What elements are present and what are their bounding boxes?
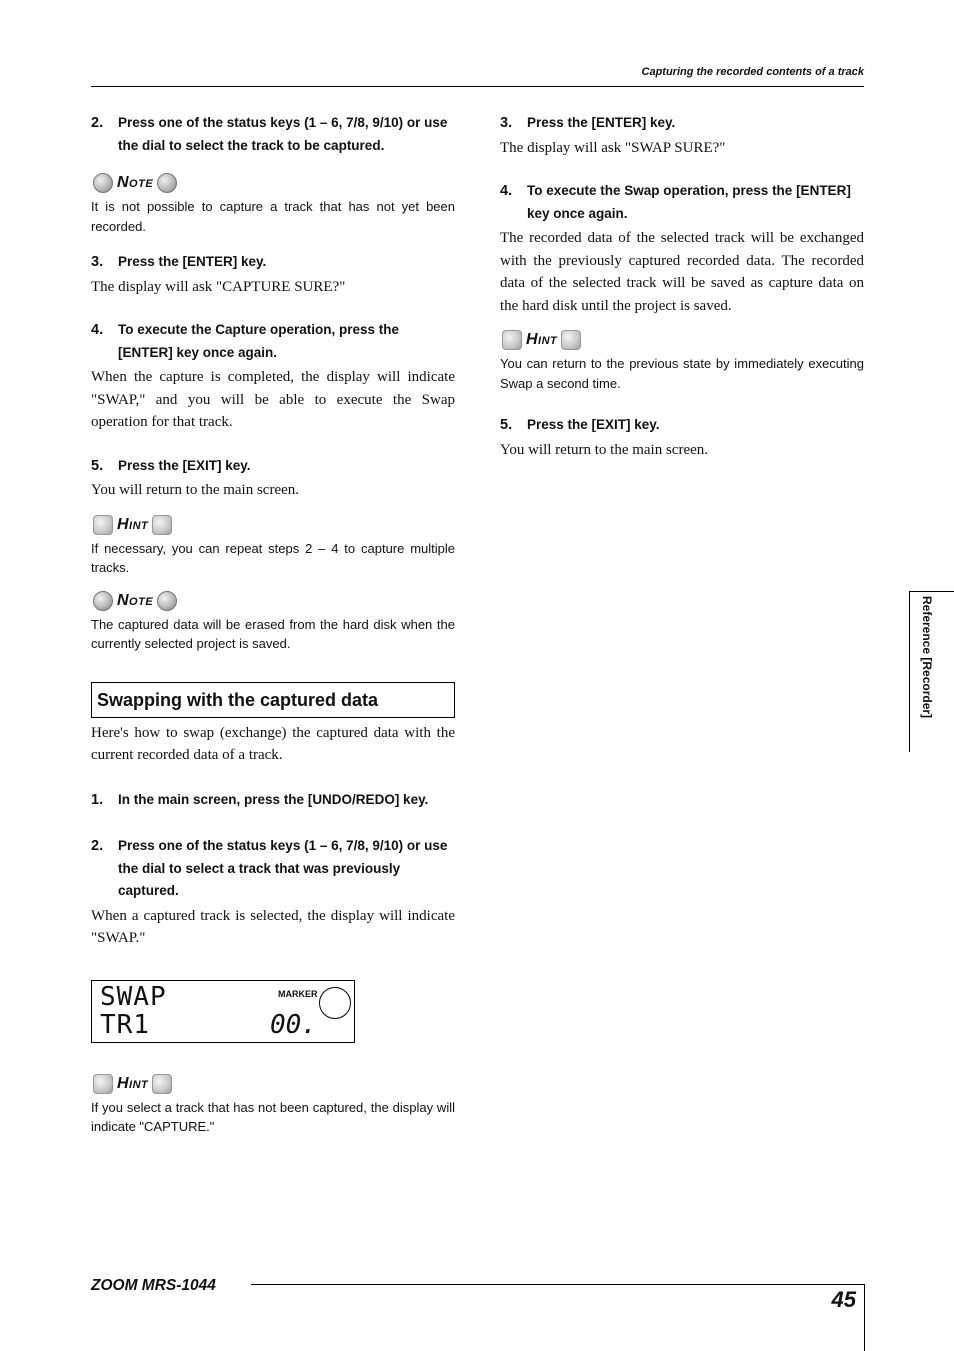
hint-label: Hint [526, 331, 558, 348]
hint-text: If you select a track that has not been captured, the display will indicate "CAPTURE." [91, 1099, 455, 1134]
lcd-marker-label: MARKER [278, 988, 318, 999]
step-number: 2. [91, 838, 104, 854]
step-number: 4. [500, 183, 513, 199]
note-badge [93, 590, 455, 612]
right-column [500, 112, 864, 461]
lcd-counter: 00. [270, 1009, 317, 1040]
hint-badge [502, 329, 864, 351]
hint-square-icon [502, 330, 522, 350]
lcd-line-2: TR1 [100, 1009, 150, 1040]
step-number: 3. [91, 254, 104, 270]
hint-badge [93, 514, 455, 536]
step-body: When the capture is completed, the display will indicate "SWAP," and you will be able to execute the Swap operation for that track. [91, 369, 455, 430]
hint-square-icon [152, 1074, 172, 1094]
hint-label: Hint [117, 1074, 149, 1092]
step-body: The display will ask "CAPTURE SURE?" [91, 278, 346, 295]
section-heading: Swapping with the captured data [91, 682, 455, 718]
note-ball-icon [157, 173, 177, 193]
step-instruction: Press the [EXIT] key. [527, 417, 660, 432]
page-number: 45 [831, 1287, 856, 1312]
note-badge [93, 172, 455, 194]
hint-label: Hint [117, 515, 149, 533]
note-label: Note [117, 174, 154, 191]
step-instruction: Press the [EXIT] key. [118, 457, 251, 473]
left-column [91, 112, 455, 1137]
step-instruction: Press the [ENTER] key. [118, 254, 267, 269]
footer-rule [251, 1284, 864, 1285]
note-label: Note [117, 591, 154, 609]
lcd-marker-circle-icon [319, 987, 351, 1019]
step-instruction: Press the [ENTER] key. [527, 115, 676, 130]
section-intro: Here's how to swap (exchange) the captured data with the current recorded data of a track. [91, 724, 455, 763]
hint-text: You can return to the previous state by immediately executing Swap a second time. [500, 356, 864, 391]
step-instruction: Press one of the status keys (1 – 6, 7/8, 9/10) or use the dial to select the track to be captured. [118, 115, 448, 153]
step-number: 5. [500, 417, 513, 433]
note-ball-icon [93, 591, 113, 611]
step-5 [91, 455, 455, 478]
step-instruction: Press one of the status keys (1 – 6, 7/8, 9/10) or use the dial to select a track that was previously captured. [118, 838, 448, 898]
lcd-line-1: SWAP [100, 981, 167, 1012]
step-5 [500, 414, 864, 437]
hint-square-icon [561, 330, 581, 350]
swap-step-1 [91, 789, 455, 812]
hint-text: If necessary, you can repeat steps 2 – 4 to capture multiple tracks. [91, 540, 455, 575]
step-number: 1. [91, 791, 104, 808]
step-body: The display will ask "SWAP SURE?" [500, 139, 726, 156]
step-body: The recorded data of the selected track will be exchanged with the previously captured recorded data. The recorded data of the selected track will be saved as capture data on the hard disk until the project is saved. [500, 230, 864, 314]
lcd-display [91, 980, 355, 1043]
step-body: You will return to the main screen. [91, 482, 300, 498]
step-2 [91, 112, 455, 157]
header-rule [91, 86, 864, 87]
step-number: 4. [91, 322, 104, 338]
note-text: The captured data will be erased from the hard disk when the currently selected project is saved. [91, 616, 455, 651]
step-4 [91, 319, 455, 364]
hint-square-icon [93, 515, 113, 535]
step-instruction: To execute the Capture operation, press the [ENTER] key once again. [118, 322, 400, 360]
swap-step-2 [91, 835, 455, 903]
step-3 [91, 251, 455, 274]
step-number: 2. [91, 115, 104, 131]
step-4 [500, 180, 864, 225]
note-ball-icon [93, 173, 113, 193]
side-tab-label: Reference [Recorder] [920, 596, 934, 719]
step-instruction: To execute the Swap operation, press the [ENTER] key once again. [527, 183, 851, 221]
hint-square-icon [152, 515, 172, 535]
step-number: 3. [500, 115, 513, 131]
note-ball-icon [157, 591, 177, 611]
note-text: It is not possible to capture a track that has not yet been recorded. [91, 199, 455, 234]
footer-vertical-rule [864, 1284, 865, 1351]
step-3 [500, 112, 864, 135]
step-body: You will return to the main screen. [500, 441, 709, 458]
step-instruction: In the main screen, press the [UNDO/REDO] key. [118, 791, 429, 807]
running-header: Capturing the recorded contents of a track [641, 66, 864, 78]
hint-square-icon [93, 1074, 113, 1094]
step-body: When a captured track is selected, the display will indicate "SWAP." [91, 907, 455, 946]
hint-badge [93, 1073, 455, 1095]
step-number: 5. [91, 457, 104, 474]
footer-brand: ZOOM MRS-1044 [91, 1277, 216, 1294]
